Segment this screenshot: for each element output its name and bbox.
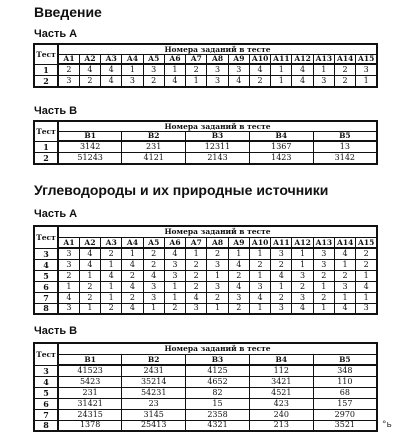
column-header: А13 bbox=[313, 54, 334, 64]
answer-cell: 1 bbox=[271, 64, 292, 76]
column-header: В1 bbox=[58, 131, 122, 141]
answer-cell: 1 bbox=[122, 248, 143, 259]
test-column-header: Тест bbox=[34, 121, 58, 141]
section-title: Углеводороды и их природные источники bbox=[34, 182, 329, 198]
answer-cell: 3 bbox=[207, 76, 228, 88]
test-column-header: Тест bbox=[34, 226, 58, 248]
answer-cell: 3521 bbox=[313, 420, 377, 431]
answer-cell: 1 bbox=[334, 259, 355, 270]
answer-cell: 3 bbox=[122, 76, 143, 88]
answer-cell: 13 bbox=[313, 141, 377, 153]
test-column-header: Тест bbox=[34, 44, 58, 64]
answer-cell: 1 bbox=[334, 292, 355, 303]
answer-cell: 3 bbox=[186, 303, 207, 314]
column-header: А8 bbox=[207, 54, 228, 64]
answer-cell: 3 bbox=[313, 76, 334, 88]
answer-cell: 1 bbox=[58, 281, 79, 292]
answer-cell: 3 bbox=[58, 303, 79, 314]
answer-cell: 2 bbox=[356, 259, 377, 270]
answer-cell: 2 bbox=[249, 259, 270, 270]
table-row bbox=[34, 365, 377, 376]
column-header: А2 bbox=[79, 54, 100, 64]
answer-cell: 3 bbox=[207, 281, 228, 292]
answer-cell: 4321 bbox=[186, 420, 250, 431]
answer-cell: 4 bbox=[249, 64, 270, 76]
answers-table-part-a-intro bbox=[33, 43, 378, 88]
answer-cell: 1 bbox=[271, 76, 292, 88]
table-row bbox=[34, 376, 377, 387]
column-header: А1 bbox=[58, 237, 79, 248]
table-row bbox=[34, 303, 377, 314]
answer-cell: 1 bbox=[249, 270, 270, 281]
column-header: А3 bbox=[101, 54, 122, 64]
test-number: 7 bbox=[34, 409, 58, 420]
answer-cell: 1 bbox=[356, 76, 377, 88]
answer-cell: 4 bbox=[101, 76, 122, 88]
column-header: А14 bbox=[334, 237, 355, 248]
answer-cell: 3421 bbox=[249, 376, 313, 387]
test-number: 3 bbox=[34, 248, 58, 259]
answer-cell: 4 bbox=[58, 292, 79, 303]
column-header: В1 bbox=[58, 354, 122, 365]
answer-cell: 4 bbox=[334, 303, 355, 314]
answer-cell: 2 bbox=[122, 270, 143, 281]
table-caption: Номера заданий в тесте bbox=[58, 226, 377, 237]
answer-cell: 4 bbox=[228, 281, 249, 292]
answer-cell: 240 bbox=[249, 409, 313, 420]
answer-cell: 3 bbox=[313, 248, 334, 259]
test-number: 6 bbox=[34, 398, 58, 409]
answer-cell: 2 bbox=[143, 76, 164, 88]
table-row bbox=[34, 153, 377, 165]
answer-cell: 2 bbox=[186, 64, 207, 76]
answer-cell: 4 bbox=[249, 292, 270, 303]
answer-cell: 2 bbox=[101, 248, 122, 259]
answer-cell: 3 bbox=[356, 64, 377, 76]
column-header: А15 bbox=[356, 237, 377, 248]
answer-cell: 2 bbox=[207, 292, 228, 303]
answer-cell: 3 bbox=[58, 259, 79, 270]
answer-cell: 2 bbox=[228, 270, 249, 281]
column-header: А14 bbox=[334, 54, 355, 64]
answer-cell: 3 bbox=[143, 292, 164, 303]
answer-cell: 1 bbox=[356, 292, 377, 303]
table-row bbox=[34, 292, 377, 303]
column-header: А13 bbox=[313, 237, 334, 248]
answer-cell: 4 bbox=[164, 248, 185, 259]
answer-cell: 4 bbox=[122, 303, 143, 314]
answer-cell: 1378 bbox=[58, 420, 122, 431]
test-number: 3 bbox=[34, 365, 58, 376]
answer-cell: 4 bbox=[228, 259, 249, 270]
answer-cell: 348 bbox=[313, 365, 377, 376]
column-header: А7 bbox=[186, 237, 207, 248]
answer-cell: 24315 bbox=[58, 409, 122, 420]
answer-cell: 2 bbox=[122, 292, 143, 303]
answer-cell: 35214 bbox=[122, 376, 186, 387]
answer-cell: 213 bbox=[249, 420, 313, 431]
answer-cell: 3 bbox=[207, 64, 228, 76]
column-header: В5 bbox=[313, 131, 377, 141]
answer-cell: 4 bbox=[79, 259, 100, 270]
answer-cell: 4 bbox=[101, 270, 122, 281]
test-number: 8 bbox=[34, 420, 58, 431]
answer-cell: 1 bbox=[313, 281, 334, 292]
answer-cell: 2 bbox=[228, 303, 249, 314]
answer-cell: 4521 bbox=[249, 387, 313, 398]
answer-cell: 15 bbox=[186, 398, 250, 409]
table-row bbox=[34, 281, 377, 292]
answer-cell: 3145 bbox=[122, 409, 186, 420]
answer-cell: 3 bbox=[164, 259, 185, 270]
answer-cell: 1 bbox=[313, 303, 334, 314]
answer-cell: 54231 bbox=[122, 387, 186, 398]
answer-cell: 3 bbox=[228, 292, 249, 303]
answer-cell: 2143 bbox=[186, 153, 250, 165]
column-header: А12 bbox=[292, 237, 313, 248]
answer-cell: 4 bbox=[334, 248, 355, 259]
answer-cell: 2 bbox=[207, 248, 228, 259]
test-column-header: Тест bbox=[34, 343, 58, 365]
answer-cell: 110 bbox=[313, 376, 377, 387]
answer-cell: 2 bbox=[58, 64, 79, 76]
answer-cell: 4 bbox=[122, 259, 143, 270]
column-header: А4 bbox=[122, 54, 143, 64]
answer-cell: 1 bbox=[207, 270, 228, 281]
test-number: 1 bbox=[34, 141, 58, 153]
table-row bbox=[34, 76, 377, 88]
answer-cell: 3 bbox=[164, 270, 185, 281]
answer-cell: 2 bbox=[186, 281, 207, 292]
column-header: А10 bbox=[249, 237, 270, 248]
test-number: 2 bbox=[34, 76, 58, 88]
answer-cell: 2 bbox=[186, 270, 207, 281]
part-title: Часть А bbox=[34, 28, 78, 40]
answer-cell: 2 bbox=[164, 303, 185, 314]
part-title: Часть В bbox=[34, 325, 78, 337]
answer-cell: 4 bbox=[292, 303, 313, 314]
answer-cell: 2 bbox=[249, 76, 270, 88]
test-number: 1 bbox=[34, 64, 58, 76]
answer-cell: 1 bbox=[164, 281, 185, 292]
answer-cell: 1 bbox=[228, 248, 249, 259]
part-title: Часть А bbox=[34, 208, 78, 220]
answer-cell: 41523 bbox=[58, 365, 122, 376]
test-number: 8 bbox=[34, 303, 58, 314]
column-header: А10 bbox=[249, 54, 270, 64]
part-title: Часть В bbox=[34, 105, 78, 117]
test-number: 6 bbox=[34, 281, 58, 292]
column-header: В4 bbox=[249, 354, 313, 365]
column-header: А12 bbox=[292, 54, 313, 64]
answer-cell: 3 bbox=[271, 303, 292, 314]
table-row bbox=[34, 387, 377, 398]
answer-cell: 3 bbox=[334, 281, 355, 292]
answer-cell: 1 bbox=[79, 303, 100, 314]
answer-cell: 1367 bbox=[249, 141, 313, 153]
answer-cell: 82 bbox=[186, 387, 250, 398]
answer-cell: 1 bbox=[143, 303, 164, 314]
column-header: А5 bbox=[143, 54, 164, 64]
answer-cell: 4 bbox=[79, 248, 100, 259]
answer-cell: 68 bbox=[313, 387, 377, 398]
column-header: А7 bbox=[186, 54, 207, 64]
answer-cell: 4 bbox=[143, 270, 164, 281]
column-header: А2 bbox=[79, 237, 100, 248]
answer-cell: 231 bbox=[122, 141, 186, 153]
answer-cell: 1 bbox=[164, 292, 185, 303]
answer-cell: 1423 bbox=[249, 153, 313, 165]
answer-cell: 4 bbox=[164, 76, 185, 88]
answer-cell: 3 bbox=[228, 64, 249, 76]
answer-cell: 31421 bbox=[58, 398, 122, 409]
answer-cell: 1 bbox=[101, 281, 122, 292]
answer-cell: 25413 bbox=[122, 420, 186, 431]
table-row bbox=[34, 259, 377, 270]
test-number: 5 bbox=[34, 387, 58, 398]
answer-cell: 4125 bbox=[186, 365, 250, 376]
column-header: А6 bbox=[164, 54, 185, 64]
answer-cell: 3 bbox=[271, 248, 292, 259]
answer-cell: 2431 bbox=[122, 365, 186, 376]
column-header: А9 bbox=[228, 54, 249, 64]
answer-cell: 1 bbox=[101, 292, 122, 303]
answers-table-part-b-hydrocarbons bbox=[33, 342, 378, 432]
answer-cell: 12311 bbox=[186, 141, 250, 153]
column-header: А11 bbox=[271, 237, 292, 248]
answer-cell: 2358 bbox=[186, 409, 250, 420]
answer-cell: 3 bbox=[249, 281, 270, 292]
answer-cell: 1 bbox=[292, 248, 313, 259]
answer-cell: 4 bbox=[292, 64, 313, 76]
answer-cell: 1 bbox=[313, 64, 334, 76]
answer-cell: 423 bbox=[249, 398, 313, 409]
column-header: А8 bbox=[207, 237, 228, 248]
answer-cell: 4 bbox=[122, 281, 143, 292]
column-header: В2 bbox=[122, 354, 186, 365]
answer-cell: 3 bbox=[143, 64, 164, 76]
answer-cell: 2 bbox=[334, 270, 355, 281]
answer-cell: 4 bbox=[292, 76, 313, 88]
table-row bbox=[34, 420, 377, 431]
answer-cell: 4652 bbox=[186, 376, 250, 387]
test-number: 2 bbox=[34, 153, 58, 165]
table-row bbox=[34, 248, 377, 259]
answer-cell: 4 bbox=[101, 64, 122, 76]
answer-cell: 157 bbox=[313, 398, 377, 409]
column-header: А3 bbox=[101, 237, 122, 248]
answer-cell: 2 bbox=[313, 270, 334, 281]
answer-cell: 5423 bbox=[58, 376, 122, 387]
table-caption: Номера заданий в тесте bbox=[58, 121, 377, 131]
answer-cell: 3 bbox=[313, 259, 334, 270]
answer-cell: 1 bbox=[249, 303, 270, 314]
column-header: В2 bbox=[122, 131, 186, 141]
fold-mark: °ь bbox=[382, 420, 392, 430]
answer-cell: 1 bbox=[271, 281, 292, 292]
answer-cell: 2 bbox=[271, 259, 292, 270]
section-title: Введение bbox=[34, 4, 102, 20]
column-header: В5 bbox=[313, 354, 377, 365]
answer-cell: 1 bbox=[186, 76, 207, 88]
answer-cell: 3 bbox=[292, 292, 313, 303]
answer-cell: 1 bbox=[79, 270, 100, 281]
answer-cell: 51243 bbox=[58, 153, 122, 165]
answers-table-part-b-intro bbox=[33, 120, 378, 165]
answer-cell: 2 bbox=[334, 64, 355, 76]
test-number: 5 bbox=[34, 270, 58, 281]
column-header: В3 bbox=[186, 131, 250, 141]
column-header: А15 bbox=[356, 54, 377, 64]
answer-cell: 1 bbox=[207, 303, 228, 314]
column-header: А4 bbox=[122, 237, 143, 248]
answers-table-part-a-hydrocarbons bbox=[33, 225, 378, 315]
answer-cell: 3 bbox=[58, 76, 79, 88]
answer-cell: 3 bbox=[58, 248, 79, 259]
answer-cell: 3142 bbox=[58, 141, 122, 153]
answer-cell: 2 bbox=[79, 281, 100, 292]
table-row bbox=[34, 64, 377, 76]
table-row bbox=[34, 398, 377, 409]
answer-cell: 4121 bbox=[122, 153, 186, 165]
answer-cell: 3 bbox=[143, 281, 164, 292]
answer-cell: 3 bbox=[292, 270, 313, 281]
answer-cell: 2970 bbox=[313, 409, 377, 420]
column-header: А11 bbox=[271, 54, 292, 64]
answer-cell: 2 bbox=[101, 303, 122, 314]
answer-cell: 3142 bbox=[313, 153, 377, 165]
answer-cell: 2 bbox=[313, 292, 334, 303]
table-row bbox=[34, 270, 377, 281]
test-number: 4 bbox=[34, 376, 58, 387]
answer-cell: 4 bbox=[271, 270, 292, 281]
answer-cell: 2 bbox=[271, 292, 292, 303]
column-header: В4 bbox=[249, 131, 313, 141]
answer-cell: 3 bbox=[356, 303, 377, 314]
table-caption: Номера заданий в тесте bbox=[58, 44, 377, 54]
answer-cell: 2 bbox=[79, 292, 100, 303]
answer-cell: 4 bbox=[186, 292, 207, 303]
answer-cell: 2 bbox=[356, 248, 377, 259]
answer-cell: 1 bbox=[122, 64, 143, 76]
answer-cell: 2 bbox=[143, 248, 164, 259]
answer-cell: 2 bbox=[186, 259, 207, 270]
column-header: А9 bbox=[228, 237, 249, 248]
answer-cell: 2 bbox=[334, 76, 355, 88]
test-number: 7 bbox=[34, 292, 58, 303]
answer-cell: 231 bbox=[58, 387, 122, 398]
answer-cell: 4 bbox=[79, 64, 100, 76]
answer-cell: 2 bbox=[292, 281, 313, 292]
table-caption: Номера заданий в тесте bbox=[58, 343, 377, 354]
column-header: А1 bbox=[58, 54, 79, 64]
answer-cell: 4 bbox=[356, 281, 377, 292]
table-row bbox=[34, 409, 377, 420]
answer-cell: 1 bbox=[356, 270, 377, 281]
answer-cell: 3 bbox=[207, 259, 228, 270]
answer-cell: 2 bbox=[58, 270, 79, 281]
answer-cell: 1 bbox=[186, 248, 207, 259]
column-header: А5 bbox=[143, 237, 164, 248]
answer-cell: 112 bbox=[249, 365, 313, 376]
answer-cell: 1 bbox=[101, 259, 122, 270]
answer-cell: 2 bbox=[143, 259, 164, 270]
table-row bbox=[34, 141, 377, 153]
answer-cell: 2 bbox=[79, 76, 100, 88]
answer-cell: 23 bbox=[122, 398, 186, 409]
answer-cell: 4 bbox=[228, 76, 249, 88]
answer-cell: 1 bbox=[249, 248, 270, 259]
test-number: 4 bbox=[34, 259, 58, 270]
answer-cell: 1 bbox=[292, 259, 313, 270]
column-header: А6 bbox=[164, 237, 185, 248]
column-header: В3 bbox=[186, 354, 250, 365]
answer-cell: 1 bbox=[164, 64, 185, 76]
